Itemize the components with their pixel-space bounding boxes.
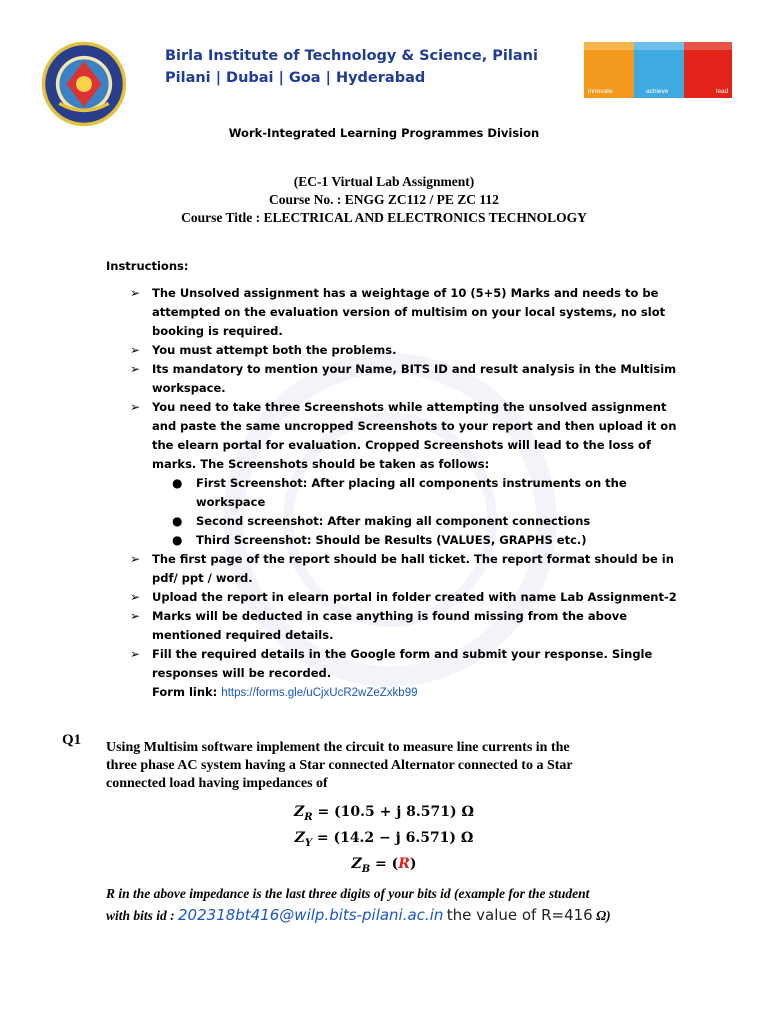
arrow-bullet-icon: ➢ (130, 552, 141, 566)
equation-zr: $Z_R = (10.5 + j$ 8.571) Ω (294, 804, 474, 823)
institute-name: Birla Institute of Technology & Science, Pilani (165, 48, 538, 64)
dot-bullet-icon: ● (172, 476, 183, 490)
institute-campuses: Pilani | Dubai | Goa | Hyderabad (165, 70, 426, 86)
dot-bullet-icon: ● (172, 533, 183, 547)
list-item: ➢ The Unsolved assignment has a weightage of 10 (5+5) Marks and needs to be (0, 284, 768, 303)
brand-word-lead: lead (716, 88, 729, 95)
note-line-example: with bits id : 202318bt416@wilp.bits-pilani.ac.in the value of R=416 Ω) (106, 906, 611, 924)
list-item-cont: responses will be recorded. (152, 666, 332, 680)
list-item-cont: mentioned required details. (152, 628, 334, 642)
form-link[interactable]: https://forms.gle/uCjxUcR2wZeZxkb99 (221, 687, 418, 699)
arrow-bullet-icon: ➢ (130, 609, 141, 623)
arrow-bullet-icon: ➢ (130, 400, 141, 414)
brand-word-achieve: achieve (646, 88, 669, 95)
arrow-bullet-icon: ➢ (130, 343, 141, 357)
list-item-cont: workspace. (152, 381, 226, 395)
bits-logo (40, 40, 128, 128)
list-item-cont: booking is required. (152, 324, 283, 338)
instructions-heading: Instructions: (106, 259, 189, 273)
question-text-line: three phase AC system having a Star connected Alternator connected to a Star (106, 758, 573, 773)
sub-list-item-cont: workspace (196, 495, 266, 509)
note-line: R in the above impedance is the last three digits of your bits id (example for the student (106, 886, 590, 901)
brand-tagline-banner (584, 42, 732, 98)
example-email: 202318bt416@wilp.bits-pilani.ac.in (178, 906, 444, 924)
equation-zb: $Z_B = (R)$ (351, 856, 417, 875)
list-item-cont: marks. The Screenshots should be taken as follows: (152, 457, 490, 471)
course-title: Course Title : ELECTRICAL AND ELECTRONICS TECHNOLOGY (181, 210, 587, 225)
dot-bullet-icon: ● (172, 514, 183, 528)
example-value: 416 (564, 906, 593, 924)
division-title: Work-Integrated Learning Programmes Division (228, 126, 540, 140)
brand-word-innovate: innovate (588, 88, 613, 95)
question-text-line: connected load having impedances of (106, 776, 328, 791)
question-text-line: Using Multisim software implement the circuit to measure line currents in the (106, 740, 570, 755)
arrow-bullet-icon: ➢ (130, 590, 141, 604)
arrow-bullet-icon: ➢ (130, 286, 141, 300)
assignment-subtitle: (EC-1 Virtual Lab Assignment) (293, 174, 475, 189)
arrow-bullet-icon: ➢ (130, 362, 141, 376)
equation-zy: $Z_Y = (14.2 - j$ 6.571) Ω (294, 830, 474, 849)
form-link-label: Form link: (152, 685, 218, 699)
variable-r: R (398, 856, 410, 872)
question-number: Q1 (62, 732, 82, 748)
instructions-list: ➢ The Unsolved assignment has a weightage of 10 (5+5) Marks and needs to be attempted on the evaluation version of multisim on your local systems, no slot booking is required. ➢ You must attempt both the problems. ➢ Its mandatory to mention your Name, BITS ID and result analysis in the Multisim workspace. ➢ You need to take three Screenshots while attempting the unsolved assignment and paste the same uncropped Screenshots to your report and then upload it on the elearn portal for evaluation. Cropped Screenshots will lead to the loss of marks. The Screenshots should be taken as follows: ● First Screenshot: After placing all components instruments on the workspace ● Second screenshot: After making all component connections ● Third Screenshot: Should be Results (VALUES, GRAPHS etc.) ➢ The first page of the report should be hall ticket. The report format should be in pdf/ ppt / word. ➢ Upload the report in elearn portal in folder created with name Lab Assignment-2 ➢ Marks will be deducted in case anything is found missing from the above mentioned required details. ➢ Fill the required details in the Google form and submit your response. Single responses will be recorded. Form link: https://forms.gle/uCjxUcR2wZeZxkb99 (0, 284, 768, 704)
list-item-cont: pdf/ ppt / word. (152, 571, 253, 585)
list-item-cont: and paste the same uncropped Screenshots to your report and then upload it on (152, 419, 677, 433)
arrow-bullet-icon: ➢ (130, 647, 141, 661)
form-link-row (152, 683, 418, 703)
list-item-cont: the elearn portal for evaluation. Cropped Screenshots will lead to the loss of (152, 438, 651, 452)
course-number: Course No. : ENGG ZC112 / PE ZC 112 (269, 192, 499, 207)
list-item-cont: attempted on the evaluation version of multisim on your local systems, no slot (152, 305, 666, 319)
